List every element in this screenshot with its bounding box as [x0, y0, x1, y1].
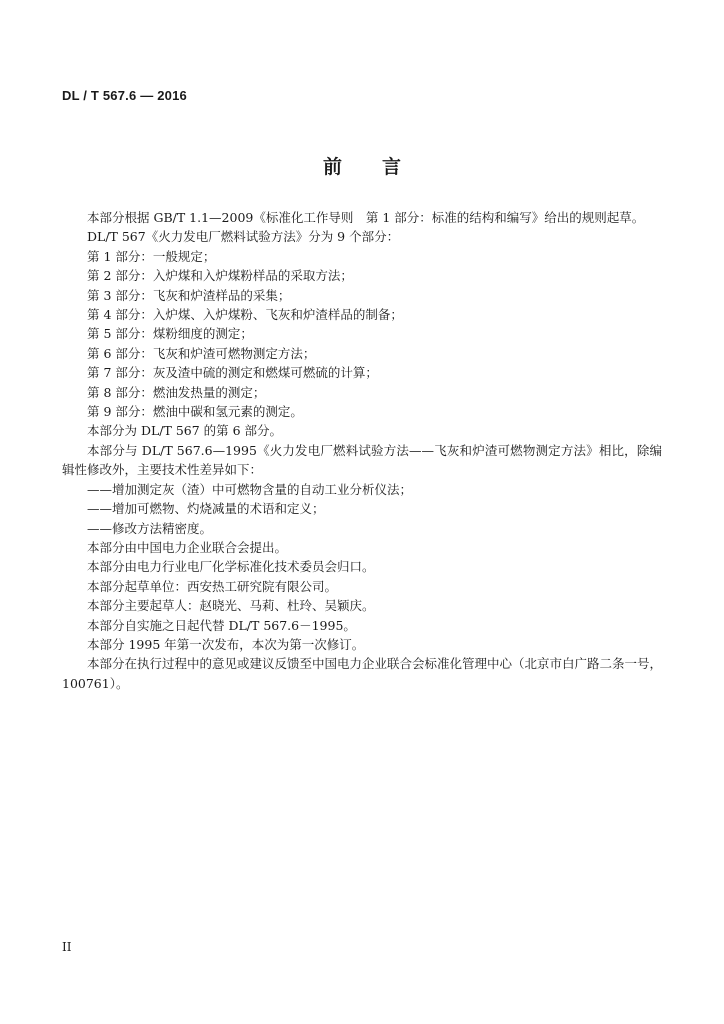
list-item-part-1: 第 1 部分：一般规定；	[87, 248, 216, 264]
list-item-part-8: 第 8 部分：燃油发热量的测定；	[87, 384, 266, 400]
paragraph-proposed-by: 本部分由中国电力企业联合会提出。	[87, 539, 288, 555]
paragraph-feedback: 本部分在执行过程中的意见或建议反馈至中国电力企业联合会标准化管理中心（北京市白广路二条一号，100761）。	[62, 656, 663, 691]
paragraph-drafters: 本部分主要起草人：赵晓光、马莉、杜玲、吴颖庆。	[87, 598, 375, 614]
paragraph-drafting-organization: 本部分起草单位：西安热工研究院有限公司。	[87, 578, 338, 594]
paragraph-under-jurisdiction: 本部分由电力行业电厂化学标准化技术委员会归口。	[87, 559, 375, 575]
change-item-3: ——修改方法精密度。	[87, 520, 213, 536]
change-item-1: ——增加测定灰（渣）中可燃物含量的自动工业分析仪法；	[87, 481, 413, 497]
paragraph-revision-history: 本部分 1995 年第一次发布，本次为第一次修订。	[87, 636, 365, 652]
list-item-part-4: 第 4 部分：入炉煤、入炉煤粉、飞灰和炉渣样品的制备；	[87, 307, 403, 323]
page-number: II	[62, 940, 72, 954]
list-item-part-3: 第 3 部分：飞灰和炉渣样品的采集；	[87, 287, 291, 303]
page-title: 前言	[322, 156, 441, 178]
list-item-part-5: 第 5 部分：煤粉细度的测定；	[87, 326, 253, 342]
list-item-part-2: 第 2 部分：入炉煤和入炉煤粉样品的采取方法；	[87, 268, 353, 284]
paragraph-series-structure: DL/T 567《火力发电厂燃料试验方法》分为 9 个部分：	[87, 229, 400, 245]
paragraph-replaces: 本部分自实施之日起代替 DL/T 567.6－1995。	[87, 617, 356, 633]
list-item-part-9: 第 9 部分：燃油中碳和氢元素的测定。	[87, 404, 303, 420]
standard-code-header: DL / T 567.6 — 2016	[62, 88, 187, 103]
paragraph-part-number: 本部分为 DL/T 567 的第 6 部分。	[87, 423, 283, 439]
list-item-part-7: 第 7 部分：灰及渣中硫的测定和燃煤可燃硫的计算；	[87, 365, 378, 381]
foreword-body	[62, 208, 662, 693]
change-item-2: ——增加可燃物、灼烧减量的术语和定义；	[87, 501, 325, 517]
paragraph-comparison: 本部分与 DL/T 567.6—1995《火力发电厂燃料试验方法——飞灰和炉渣可燃物测定方法》相比，除编辑性修改外，主要技术性差异如下：	[62, 442, 662, 478]
paragraph-drafting-rules: 本部分根据 GB/T 1.1—2009《标准化工作导则 第 1 部分：标准的结构和编写》给出的规则起草。	[87, 210, 645, 225]
list-item-part-6: 第 6 部分：飞灰和炉渣可燃物测定方法；	[87, 345, 316, 361]
